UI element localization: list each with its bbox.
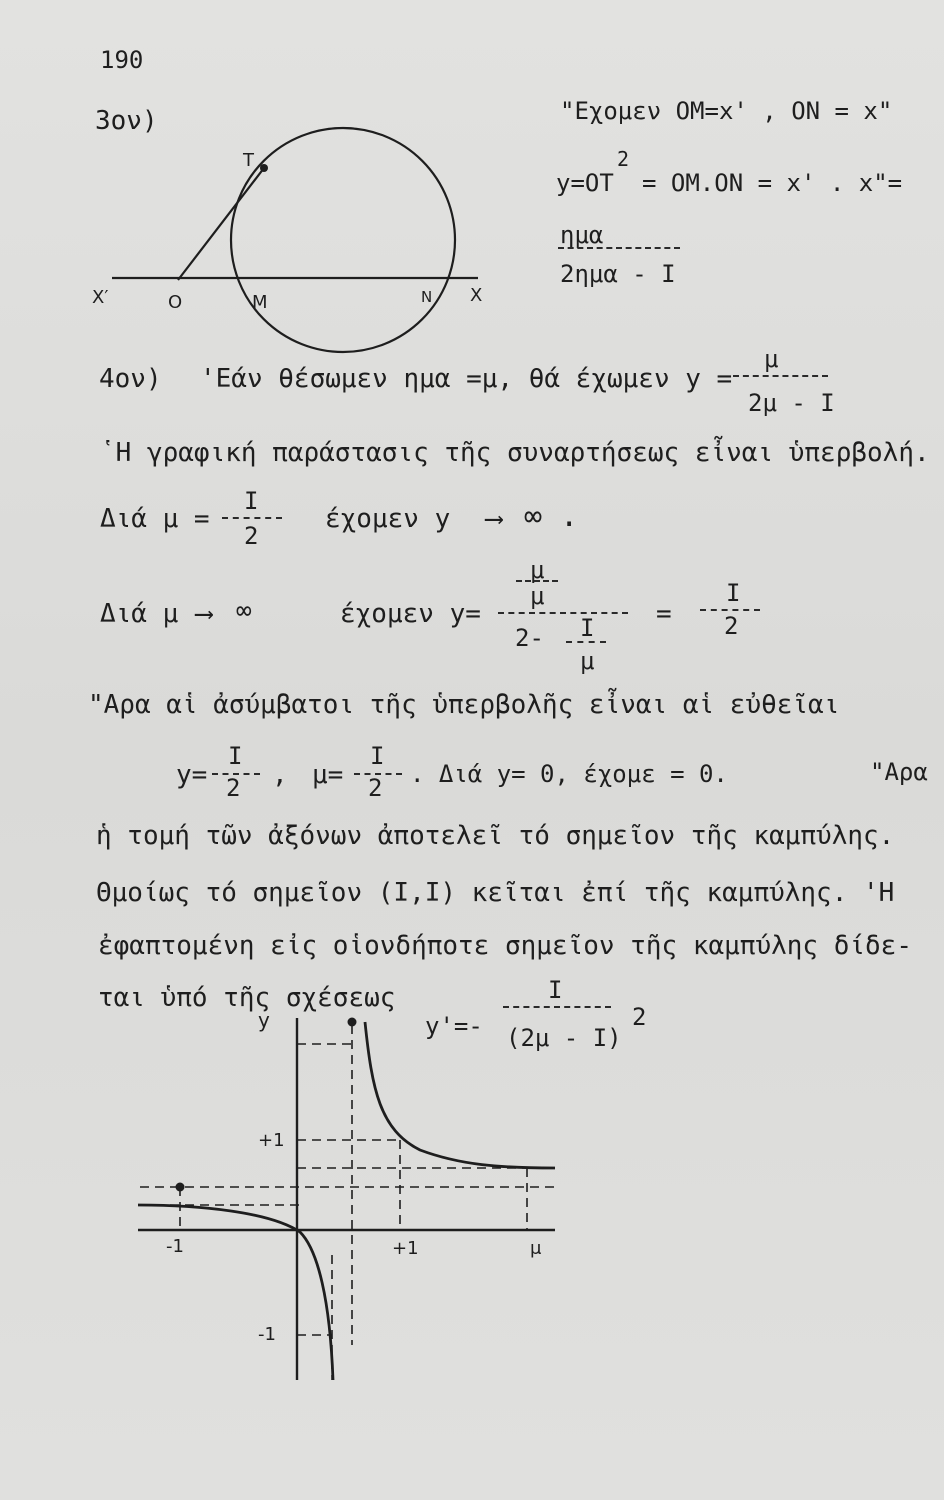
- item3-line2-sup: 2: [617, 147, 630, 171]
- case2-prefix: Διά μ: [100, 599, 179, 629]
- case1-infinity: ∞ .: [524, 499, 579, 534]
- item4-label: 4ον): [99, 364, 162, 394]
- case2-den-frac-num: Ι: [580, 614, 595, 642]
- paragraph-relation: ται ὑπό τῆς σχέσεως: [98, 983, 396, 1013]
- case2-res-den: 2: [724, 612, 739, 640]
- case1-frac-den: 2: [244, 522, 259, 550]
- item4-text: 'Εάν θέσωμεν ημα =μ, θά έχωμεν y =: [200, 364, 733, 394]
- asym-y-den: 2: [226, 774, 241, 802]
- paragraph-intersection: ἡ τομή τῶν ἀξόνων ἀποτελεῖ τό σημεῖον τῆς καμπύλης.: [96, 821, 895, 851]
- case2-top-num: μ: [530, 556, 545, 584]
- asym-tail: "Αρα: [870, 758, 928, 786]
- case2-res-num: Ι: [726, 579, 741, 607]
- branch-right: [365, 1022, 555, 1168]
- fig-label-M: Μ: [252, 292, 268, 313]
- page-number: 190: [100, 46, 144, 74]
- item3-frac-num: ημα: [560, 221, 604, 249]
- case2-top-den: μ: [530, 582, 545, 610]
- case2-arrow: ⟶: [196, 599, 212, 629]
- graph-label-plus1-y: +1: [258, 1130, 285, 1151]
- deriv-exp: 2: [632, 1003, 647, 1031]
- paragraph-hyperbola: ῾Η γραφική παράστασις τῆς συναρτήσεως εἶναι ὑπερβολή.: [100, 438, 930, 468]
- fig-label-X: Χ: [470, 285, 483, 306]
- asym-y-lhs: y=: [176, 760, 208, 790]
- graph-label-plus1-x: +1: [392, 1238, 419, 1259]
- asym-mu-lhs: μ=: [312, 760, 344, 790]
- fig-label-O: Ο: [168, 292, 183, 313]
- branch-left: [138, 1205, 333, 1380]
- graph-label-mu: μ: [530, 1238, 542, 1259]
- deriv-num: Ι: [548, 976, 563, 1004]
- case1-frac-num: Ι: [244, 487, 259, 515]
- item3-line2-rhs: = ΟΜ.ΟΝ = x' . x"=: [642, 169, 903, 197]
- case2-den-frac-den: μ: [580, 647, 595, 675]
- asym-comma: ,: [272, 760, 288, 790]
- case2-equals: =: [656, 599, 672, 629]
- asym-mu-den: 2: [368, 774, 383, 802]
- item4-frac-den: 2μ - Ι: [748, 389, 835, 417]
- asym-y-num: Ι: [228, 742, 243, 770]
- paragraph-point: Θμοίως τό σημεῖον (Ι,Ι) κεῖται ἐπί τῆς καμπύλης. 'Η: [96, 878, 895, 908]
- point-top: [348, 1018, 357, 1027]
- graph-label-minus1-x: -1: [166, 1236, 184, 1257]
- point-minus1: [176, 1183, 185, 1192]
- case2-den-prefix: 2-: [515, 624, 544, 652]
- fig-label-xprime: Χ′: [92, 287, 109, 308]
- graph-label-y: y: [258, 1008, 270, 1032]
- case1-prefix: Διά μ =: [100, 504, 210, 534]
- case2-mid: έχομεν y=: [340, 599, 481, 629]
- case1-suffix: έχομεν y: [325, 504, 451, 534]
- case2-infinity: ∞: [236, 596, 252, 626]
- item3-line1: "Εχομεν ΟΜ=x' , ΟΝ = x": [560, 97, 893, 125]
- item3-line2-lhs: y=ΟΤ: [556, 169, 614, 197]
- paragraph-asymptotes: "Αρα αἱ ἀσύμβατοι τῆς ὑπερβολῆς εἶναι αἱ εὐθεῖαι: [88, 690, 840, 720]
- deriv-lhs: y'=-: [425, 1012, 483, 1040]
- item3-label: 3ον): [95, 106, 158, 136]
- deriv-den: (2μ - Ι): [506, 1024, 622, 1052]
- item3-frac-den: 2ημα - Ι: [560, 260, 676, 288]
- asym-mu-num: Ι: [370, 742, 385, 770]
- fig-label-T: Τ: [243, 150, 254, 171]
- fig-label-N: Ν: [421, 288, 433, 306]
- graph-label-minus1-y: -1: [258, 1324, 276, 1345]
- paragraph-tangent: ἐφαπτομένη εἰς οἱονδήποτε σημεῖον τῆς καμπύλης δίδε-: [98, 931, 912, 961]
- item4-frac-num: μ: [764, 345, 779, 373]
- asym-rest: . Διά y= 0, έχομε = 0.: [410, 760, 728, 788]
- case1-arrow: ⟶: [486, 504, 502, 534]
